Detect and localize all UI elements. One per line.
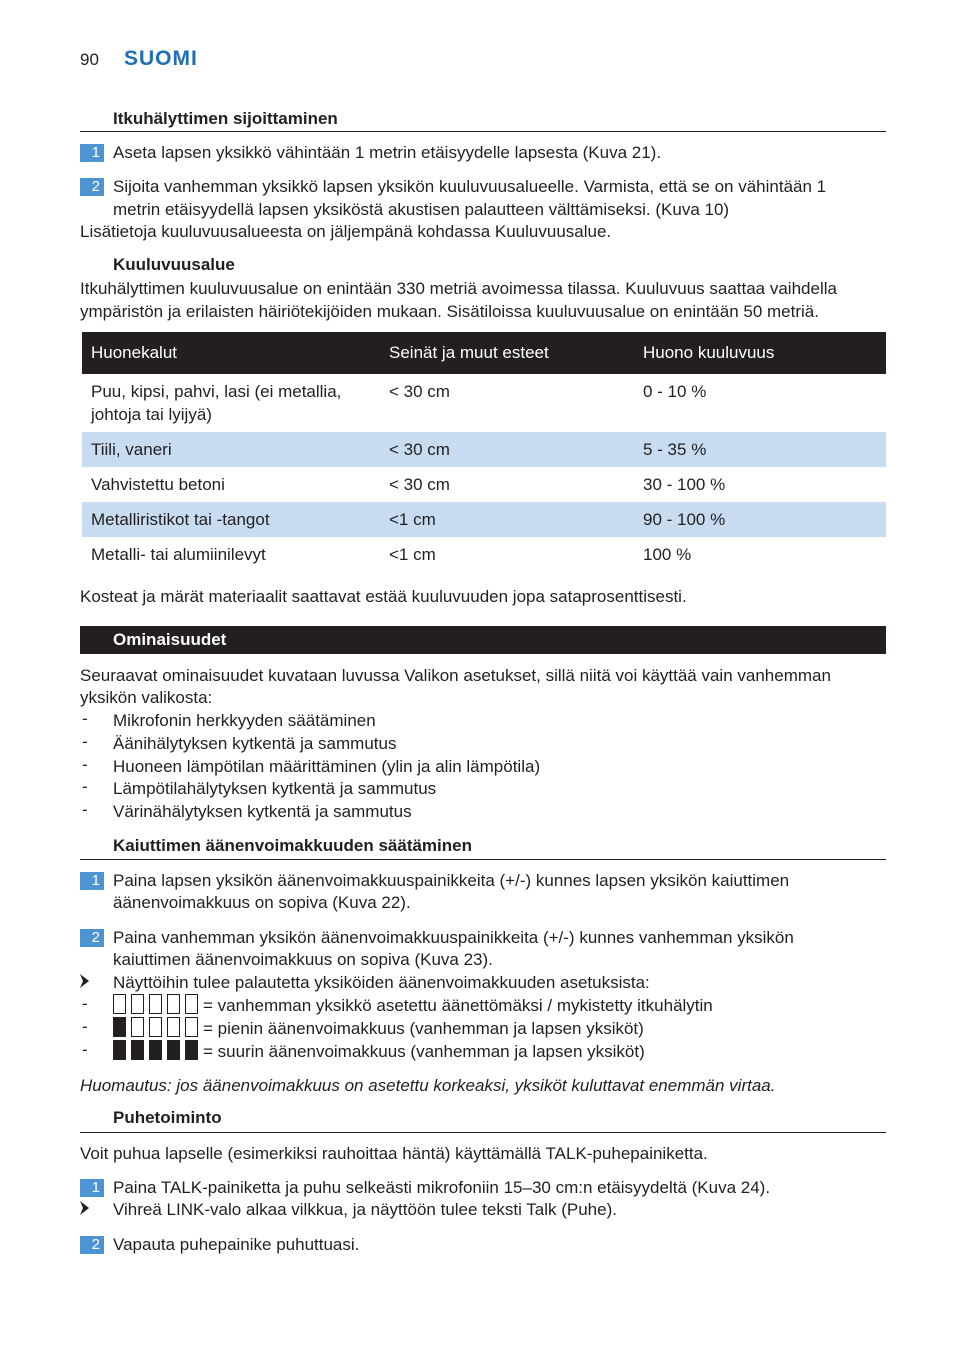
result-arrow-icon — [80, 974, 89, 991]
section-bar — [80, 626, 886, 654]
volume-segment-icon — [113, 994, 126, 1014]
section-title-placement: Itkuhälyttimen sijoittaminen — [113, 109, 338, 128]
column-header: Huonekalut — [82, 332, 380, 374]
volume-segment-icon — [185, 1040, 198, 1060]
result-text: Näyttöihin tulee palautetta yksiköiden äänenvoimakkuuden asetuksista: — [113, 973, 650, 992]
step-number-badge: 1 — [80, 144, 104, 162]
paragraph: Kosteat ja märät materiaalit saattavat estää kuuluvuuden jopa sataprosenttisesti. — [80, 587, 687, 606]
paragraph: Seuraavat ominaisuudet kuvataan luvussa Valikon asetukset, sillä niitä voi käyttää vain vanhemman — [80, 666, 831, 685]
step-number-badge: 2 — [80, 1236, 104, 1254]
table-row — [82, 502, 886, 537]
volume-level-text: = vanhemman yksikkö asetettu äänettömäksi / mykistetty itkuhälytin — [203, 996, 713, 1015]
list-dash: - — [82, 1017, 88, 1036]
page-number: 90 — [80, 50, 99, 69]
table-header-row — [82, 332, 886, 374]
list-item: Lämpötilahälytyksen kytkentä ja sammutus — [113, 779, 437, 798]
volume-segment-icon — [149, 994, 162, 1014]
table-row — [82, 467, 886, 502]
list-dash: - — [82, 755, 88, 774]
table-cell: Metalli- tai alumiinilevyt — [91, 545, 266, 564]
step-text: kaiuttimen äänenvoimakkuus on sopiva (Kuva 23). — [113, 950, 493, 969]
volume-segment-icon — [131, 994, 144, 1014]
list-item: Äänihälytyksen kytkentä ja sammutus — [113, 734, 397, 753]
table-cell: < 30 cm — [389, 382, 450, 401]
note-text: Huomautus: jos äänenvoimakkuus on asetettu korkeaksi, yksiköt kuluttavat enemmän virtaa. — [80, 1076, 776, 1095]
volume-level-item — [113, 994, 713, 1017]
paragraph: yksikön valikosta: — [80, 688, 213, 707]
cell-line: Puu, kipsi, pahvi, lasi (ei metallia, — [91, 382, 342, 401]
step-text: metrin etäisyydellä lapsen yksiköstä akustisen palautteen välttämiseksi. (Kuva 10) — [113, 200, 730, 219]
table-cell: 0 - 10 % — [643, 382, 707, 401]
volume-segment-icon — [113, 1017, 126, 1037]
volume-segment-icon — [131, 1040, 144, 1060]
table-row — [82, 432, 886, 467]
result-arrow-icon — [80, 1201, 89, 1218]
table-cell: 90 - 100 % — [634, 502, 886, 537]
table-row — [82, 374, 886, 432]
section-rule — [80, 1132, 886, 1133]
section-title-talk: Puhetoiminto — [113, 1108, 222, 1127]
volume-segment-icon — [185, 1017, 198, 1037]
list-dash: - — [82, 1040, 88, 1059]
step-number-badge: 2 — [80, 929, 104, 947]
step-text: Paina TALK-painiketta ja puhu selkeästi mikrofoniin 15–30 cm:n etäisyydeltä (Kuva 24). — [113, 1178, 771, 1197]
list-dash: - — [82, 800, 88, 819]
section-title-range: Kuuluvuusalue — [113, 255, 235, 274]
language-heading: SUOMI — [124, 47, 198, 70]
volume-indicator — [113, 1042, 203, 1061]
step-text: Paina lapsen yksikön äänenvoimakkuuspainikkeita (+/-) kunnes lapsen yksikön kaiuttimen — [113, 871, 790, 890]
table-cell: < 30 cm — [389, 475, 450, 494]
table-cell: <1 cm — [380, 502, 634, 537]
list-item: Mikrofonin herkkyyden säätäminen — [113, 711, 376, 730]
section-title-volume: Kaiuttimen äänenvoimakkuuden säätäminen — [113, 836, 472, 855]
table-cell: 100 % — [643, 545, 692, 564]
cell-line: johtoja tai lyijyä) — [91, 405, 212, 424]
paragraph: Itkuhälyttimen kuuluvuusalue on enintään 330 metriä avoimessa tilassa. Kuuluvuus saattaa vaihdella — [80, 279, 837, 298]
result-text: Vihreä LINK-valo alkaa vilkkua, ja näyttöön tulee teksti Talk (Puhe). — [113, 1200, 617, 1219]
list-dash: - — [82, 777, 88, 796]
volume-level-item — [113, 1040, 645, 1063]
volume-level-text: = pienin äänenvoimakkuus (vanhemman ja lapsen yksiköt) — [203, 1019, 644, 1038]
table-cell: 30 - 100 % — [643, 475, 726, 494]
volume-segment-icon — [167, 1017, 180, 1037]
volume-segment-icon — [149, 1040, 162, 1060]
section-rule — [80, 859, 886, 860]
volume-segment-icon — [167, 1040, 180, 1060]
volume-indicator — [113, 1019, 203, 1038]
volume-indicator — [113, 996, 203, 1015]
list-item: Värinähälytyksen kytkentä ja sammutus — [113, 802, 412, 821]
volume-segment-icon — [185, 994, 198, 1014]
table-cell: < 30 cm — [380, 432, 634, 467]
paragraph: Voit puhua lapselle (esimerkiksi rauhoittaa häntä) käyttämällä TALK-puhepainiketta. — [80, 1144, 708, 1163]
column-header: Seinät ja muut esteet — [380, 332, 634, 374]
step-text: Paina vanhemman yksikön äänenvoimakkuuspainikkeita (+/-) kunnes vanhemman yksikön — [113, 928, 794, 947]
step-number-badge: 2 — [80, 178, 104, 196]
volume-level-text: = suurin äänenvoimakkuus (vanhemman ja lapsen yksiköt) — [203, 1042, 645, 1061]
step-number-badge: 1 — [80, 1179, 104, 1197]
step-text: Sijoita vanhemman yksikkö lapsen yksikön kuuluvuusalueelle. Varmista, että se on vähintään 1 — [113, 177, 827, 196]
list-dash: - — [82, 994, 88, 1013]
step-number-badge: 1 — [80, 872, 104, 890]
step-text: Aseta lapsen yksikkö vähintään 1 metrin etäisyydelle lapsesta (Kuva 21). — [113, 143, 662, 162]
table-cell — [82, 374, 380, 432]
range-table — [82, 332, 886, 572]
info-note: Lisätietoja kuuluvuusalueesta on jäljempänä kohdassa Kuuluvuusalue. — [80, 222, 612, 241]
list-item: Huoneen lämpötilan määrittäminen (ylin ja alin lämpötila) — [113, 757, 541, 776]
table-cell: <1 cm — [389, 545, 436, 564]
section-rule — [80, 131, 886, 132]
step-text: Vapauta puhepainike puhuttuasi. — [113, 1235, 360, 1254]
volume-segment-icon — [149, 1017, 162, 1037]
volume-segment-icon — [167, 994, 180, 1014]
volume-level-item — [113, 1017, 644, 1040]
table-cell: Metalliristikot tai -tangot — [82, 502, 380, 537]
step-text: äänenvoimakkuus on sopiva (Kuva 22). — [113, 893, 411, 912]
table-cell: Tiili, vaneri — [82, 432, 380, 467]
table-cell: Vahvistettu betoni — [91, 475, 225, 494]
list-dash: - — [82, 709, 88, 728]
list-dash: - — [82, 732, 88, 751]
table-cell: 5 - 35 % — [634, 432, 886, 467]
volume-segment-icon — [131, 1017, 144, 1037]
column-header: Huono kuuluvuus — [634, 332, 886, 374]
volume-segment-icon — [113, 1040, 126, 1060]
section-title-features: Ominaisuudet — [113, 630, 227, 649]
table-row — [82, 537, 886, 572]
paragraph: ympäristön ja erilaisten häiriötekijöiden mukaan. Sisätiloissa kuuluvuusalue on enintään 50 metriä. — [80, 302, 819, 321]
